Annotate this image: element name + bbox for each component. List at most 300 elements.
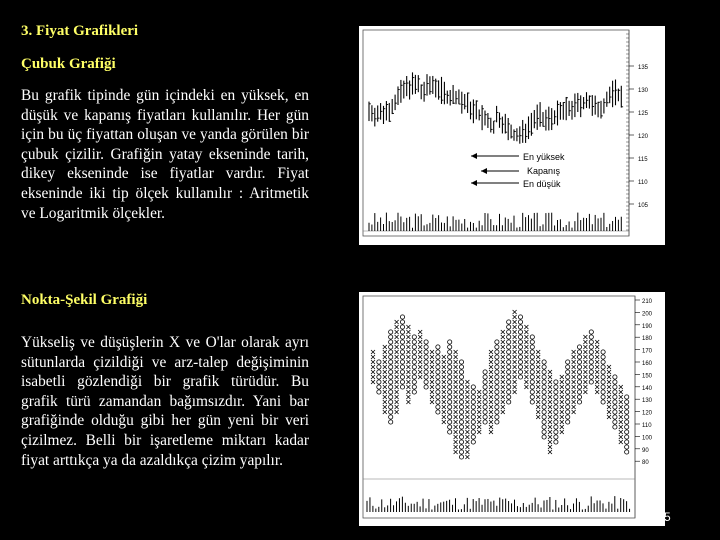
pf-o-mark xyxy=(400,340,404,344)
pf-x-mark xyxy=(489,385,493,389)
pf-x-mark xyxy=(395,375,399,379)
pf-o-mark xyxy=(601,390,605,394)
pf-x-mark xyxy=(395,390,399,394)
pf-x-mark xyxy=(501,360,505,364)
pf-o-mark xyxy=(459,440,463,444)
pf-x-mark xyxy=(383,345,387,349)
pf-x-mark xyxy=(572,375,576,379)
pf-o-mark xyxy=(554,385,558,389)
pf-x-mark xyxy=(442,375,446,379)
pf-x-mark xyxy=(548,375,552,379)
pf-o-mark xyxy=(424,355,428,359)
pf-o-mark xyxy=(566,410,570,414)
pf-o-mark xyxy=(483,415,487,419)
pf-price-tick-label: 120 xyxy=(642,410,653,417)
pf-o-mark xyxy=(459,360,463,364)
pf-o-mark xyxy=(625,400,629,404)
pf-x-mark xyxy=(395,320,399,324)
pf-o-mark xyxy=(424,345,428,349)
pf-o-mark xyxy=(483,410,487,414)
bar-chart-description: Bu grafik tipinde gün içindeki en yüksek, en düşük ve kapanış fiyatları kullanılır. Her gün için bu üç fiyattan oluşan ve yanda görülen bir çubuk çizilir. Grafiğin yatay ekseninde tarih, dikey ekseninde ise fiyatlar vardır. Fiyat ekseninde iki tip ölçek kullanılır : Aritmetik ve Logaritmik ölçekler. xyxy=(21,87,309,222)
pf-price-tick-label: 210 xyxy=(642,299,653,305)
pf-o-mark xyxy=(448,430,452,434)
pf-x-mark xyxy=(383,375,387,379)
pf-o-mark xyxy=(389,375,393,379)
pf-x-mark xyxy=(465,455,469,459)
pf-o-mark xyxy=(448,345,452,349)
pf-x-mark xyxy=(406,375,410,379)
pf-x-mark xyxy=(572,370,576,374)
pf-x-mark xyxy=(442,395,446,399)
pf-x-mark xyxy=(595,340,599,344)
pf-o-mark xyxy=(377,370,381,374)
pf-o-mark xyxy=(448,360,452,364)
pf-o-mark xyxy=(483,395,487,399)
pf-x-mark xyxy=(572,395,576,399)
pf-x-mark xyxy=(395,385,399,389)
pf-x-mark xyxy=(383,365,387,369)
pf-o-mark xyxy=(459,450,463,454)
pf-o-mark xyxy=(542,420,546,424)
pf-o-mark xyxy=(518,335,522,339)
pf-x-mark xyxy=(477,400,481,404)
pf-o-mark xyxy=(400,350,404,354)
pf-x-mark xyxy=(395,340,399,344)
pf-x-mark xyxy=(465,385,469,389)
pf-o-mark xyxy=(542,395,546,399)
pf-x-mark xyxy=(371,375,375,379)
pf-x-mark xyxy=(560,375,564,379)
pf-o-mark xyxy=(542,405,546,409)
pf-o-mark xyxy=(530,380,534,384)
pf-o-mark xyxy=(507,395,511,399)
pf-x-mark xyxy=(489,430,493,434)
bar-chart-svg xyxy=(359,26,665,245)
pf-o-mark xyxy=(459,390,463,394)
pf-x-mark xyxy=(465,390,469,394)
pf-x-mark xyxy=(583,385,587,389)
pf-o-mark xyxy=(518,320,522,324)
pf-x-mark xyxy=(536,370,540,374)
pf-o-mark xyxy=(542,390,546,394)
pf-o-mark xyxy=(577,375,581,379)
pf-x-mark xyxy=(501,340,505,344)
pf-x-mark xyxy=(489,420,493,424)
pf-o-mark xyxy=(495,350,499,354)
pf-o-mark xyxy=(613,390,617,394)
pf-x-mark xyxy=(395,350,399,354)
pf-o-mark xyxy=(613,375,617,379)
pf-x-mark xyxy=(595,370,599,374)
pf-x-mark xyxy=(383,355,387,359)
pf-x-mark xyxy=(607,390,611,394)
pf-o-mark xyxy=(483,385,487,389)
pf-o-mark xyxy=(483,390,487,394)
pf-o-mark xyxy=(400,370,404,374)
pf-price-tick-label: 180 xyxy=(642,336,653,343)
pf-x-mark xyxy=(477,410,481,414)
pf-x-mark xyxy=(406,385,410,389)
pf-o-mark xyxy=(507,400,511,404)
pf-o-mark xyxy=(530,385,534,389)
pf-x-mark xyxy=(465,410,469,414)
pf-x-mark xyxy=(619,415,623,419)
pf-x-mark xyxy=(536,410,540,414)
pf-o-mark xyxy=(577,365,581,369)
pf-o-mark xyxy=(448,380,452,384)
pf-price-tick-label: 100 xyxy=(642,435,653,442)
point-figure-chart-figure xyxy=(359,292,665,526)
pf-o-mark xyxy=(412,365,416,369)
pf-o-mark xyxy=(613,395,617,399)
pf-o-mark xyxy=(448,420,452,424)
pf-x-mark xyxy=(513,380,517,384)
pf-x-mark xyxy=(395,365,399,369)
pf-o-mark xyxy=(589,360,593,364)
pf-o-mark xyxy=(389,395,393,399)
pf-x-mark xyxy=(560,405,564,409)
pf-x-mark xyxy=(442,385,446,389)
pf-x-mark xyxy=(619,400,623,404)
pf-o-mark xyxy=(542,375,546,379)
pf-o-mark xyxy=(589,335,593,339)
pf-x-mark xyxy=(513,340,517,344)
pf-o-mark xyxy=(613,410,617,414)
pf-o-mark xyxy=(483,375,487,379)
pf-o-mark xyxy=(601,350,605,354)
pf-x-mark xyxy=(406,325,410,329)
pf-o-mark xyxy=(625,405,629,409)
pf-o-mark xyxy=(542,385,546,389)
pf-o-mark xyxy=(554,380,558,384)
pf-price-tick-label: 190 xyxy=(642,323,653,330)
pf-x-mark xyxy=(430,370,434,374)
pf-x-mark xyxy=(607,400,611,404)
pf-x-mark xyxy=(560,385,564,389)
pf-x-mark xyxy=(501,385,505,389)
pf-o-mark xyxy=(625,425,629,429)
pf-x-mark xyxy=(454,390,458,394)
pf-x-mark xyxy=(477,415,481,419)
pf-x-mark xyxy=(465,440,469,444)
pf-x-mark xyxy=(395,330,399,334)
pf-o-mark xyxy=(389,355,393,359)
pf-o-mark xyxy=(459,445,463,449)
pf-x-mark xyxy=(489,360,493,364)
pf-x-mark xyxy=(406,350,410,354)
pf-o-mark xyxy=(589,355,593,359)
pf-x-mark xyxy=(595,345,599,349)
pf-x-mark xyxy=(619,440,623,444)
pf-o-mark xyxy=(377,380,381,384)
pf-x-mark xyxy=(454,400,458,404)
pf-x-mark xyxy=(513,360,517,364)
pf-o-mark xyxy=(412,335,416,339)
pf-x-mark xyxy=(548,385,552,389)
pf-o-mark xyxy=(459,375,463,379)
pf-x-mark xyxy=(513,350,517,354)
pf-o-mark xyxy=(389,330,393,334)
pf-o-mark xyxy=(483,400,487,404)
pf-o-mark xyxy=(495,370,499,374)
pf-x-mark xyxy=(383,390,387,394)
pf-x-mark xyxy=(406,380,410,384)
pf-o-mark xyxy=(412,370,416,374)
pf-o-mark xyxy=(459,370,463,374)
pf-x-mark xyxy=(595,355,599,359)
point-figure-description: Yükseliş ve düşüşlerin X ve O'lar olarak ayrı sütunlarda çizildiği ve arz-talep değişiminin isabetli gözlendiği bir grafik türüdür. Bu grafik türü zamandan bağımsızdır. Yani bar grafiğinde olduğu gibi her gün yeni bir veri çizilmez. Belli bir işaretleme miktarı kadar fiyat arttıkça ya da azaldıkça çizim yapılır. xyxy=(21,334,309,469)
pf-o-mark xyxy=(400,325,404,329)
pf-x-mark xyxy=(430,380,434,384)
pf-o-mark xyxy=(448,355,452,359)
pf-x-mark xyxy=(501,405,505,409)
pf-x-mark xyxy=(513,310,517,314)
bar-price-tick-label: 115 xyxy=(638,157,648,163)
pf-x-mark xyxy=(489,380,493,384)
pf-o-mark xyxy=(412,390,416,394)
pf-x-mark xyxy=(572,360,576,364)
pf-x-mark xyxy=(371,365,375,369)
pf-o-mark xyxy=(400,360,404,364)
pf-o-mark xyxy=(400,320,404,324)
pf-x-mark xyxy=(418,335,422,339)
pf-x-mark xyxy=(536,385,540,389)
pf-o-mark xyxy=(613,385,617,389)
pf-o-mark xyxy=(530,335,534,339)
pf-x-mark xyxy=(583,360,587,364)
pf-x-mark xyxy=(619,385,623,389)
pf-x-mark xyxy=(513,335,517,339)
pf-x-mark xyxy=(395,400,399,404)
pf-o-mark xyxy=(566,365,570,369)
pf-o-mark xyxy=(577,385,581,389)
pf-x-mark xyxy=(501,370,505,374)
pf-x-mark xyxy=(477,425,481,429)
pf-o-mark xyxy=(400,365,404,369)
pf-x-mark xyxy=(383,385,387,389)
pf-o-mark xyxy=(495,390,499,394)
pf-o-mark xyxy=(412,375,416,379)
pf-x-mark xyxy=(513,375,517,379)
pf-x-mark xyxy=(583,375,587,379)
pf-price-tick-label: 160 xyxy=(642,361,653,367)
pf-o-mark xyxy=(459,405,463,409)
pf-x-mark xyxy=(524,350,528,354)
pf-o-mark xyxy=(554,400,558,404)
pf-x-mark xyxy=(583,350,587,354)
pf-o-mark xyxy=(436,410,440,414)
pf-x-mark xyxy=(442,380,446,384)
pf-o-mark xyxy=(400,345,404,349)
pf-o-mark xyxy=(495,385,499,389)
pf-o-mark xyxy=(589,345,593,349)
pf-o-mark xyxy=(424,380,428,384)
pf-x-mark xyxy=(430,400,434,404)
pf-o-mark xyxy=(424,340,428,344)
pf-x-mark xyxy=(465,425,469,429)
pf-x-mark xyxy=(501,410,505,414)
high-label: En yüksek xyxy=(523,152,565,162)
pf-x-mark xyxy=(454,420,458,424)
pf-price-tick-label: 170 xyxy=(642,348,653,355)
pf-x-mark xyxy=(524,365,528,369)
pf-x-mark xyxy=(489,425,493,429)
pf-x-mark xyxy=(383,410,387,414)
pf-o-mark xyxy=(589,380,593,384)
pf-x-mark xyxy=(619,420,623,424)
pf-o-mark xyxy=(377,375,381,379)
pf-o-mark xyxy=(448,375,452,379)
pf-o-mark xyxy=(471,385,475,389)
pf-o-mark xyxy=(459,395,463,399)
pf-x-mark xyxy=(572,350,576,354)
pf-o-mark xyxy=(448,405,452,409)
pf-o-mark xyxy=(601,355,605,359)
pf-x-mark xyxy=(595,385,599,389)
pf-o-mark xyxy=(530,375,534,379)
pf-o-mark xyxy=(601,360,605,364)
pf-x-mark xyxy=(501,400,505,404)
pf-o-mark xyxy=(377,360,381,364)
pf-x-mark xyxy=(489,365,493,369)
bar-price-tick-label: 130 xyxy=(638,88,649,94)
pf-x-mark xyxy=(501,395,505,399)
pf-x-mark xyxy=(454,355,458,359)
pf-x-mark xyxy=(454,350,458,354)
pf-o-mark xyxy=(436,360,440,364)
pf-o-mark xyxy=(389,345,393,349)
pf-o-mark xyxy=(518,350,522,354)
pf-o-mark xyxy=(459,365,463,369)
pf-o-mark xyxy=(554,415,558,419)
pf-o-mark xyxy=(577,390,581,394)
pf-o-mark xyxy=(601,375,605,379)
pf-o-mark xyxy=(436,400,440,404)
pf-o-mark xyxy=(471,410,475,414)
pf-o-mark xyxy=(495,380,499,384)
pf-x-mark xyxy=(572,365,576,369)
pf-o-mark xyxy=(471,395,475,399)
pf-x-mark xyxy=(548,380,552,384)
pf-x-mark xyxy=(442,370,446,374)
pf-x-mark xyxy=(583,380,587,384)
pf-o-mark xyxy=(613,425,617,429)
pf-x-mark xyxy=(548,425,552,429)
pf-x-mark xyxy=(619,405,623,409)
pf-o-mark xyxy=(507,360,511,364)
pf-o-mark xyxy=(448,385,452,389)
pf-x-mark xyxy=(442,415,446,419)
pf-o-mark xyxy=(566,395,570,399)
low-label: En düşük xyxy=(523,179,561,189)
pf-o-mark xyxy=(566,360,570,364)
pf-o-mark xyxy=(625,395,629,399)
pf-x-mark xyxy=(418,350,422,354)
pf-o-mark xyxy=(424,360,428,364)
pf-o-mark xyxy=(412,355,416,359)
pf-o-mark xyxy=(448,350,452,354)
pf-o-mark xyxy=(625,415,629,419)
pf-o-mark xyxy=(589,370,593,374)
pf-x-mark xyxy=(548,450,552,454)
pf-x-mark xyxy=(548,390,552,394)
pf-o-mark xyxy=(554,390,558,394)
pf-o-mark xyxy=(400,355,404,359)
pf-x-mark xyxy=(489,390,493,394)
pf-o-mark xyxy=(601,385,605,389)
pf-x-mark xyxy=(454,395,458,399)
pf-o-mark xyxy=(377,385,381,389)
point-figure-heading: Nokta-Şekil Grafiği xyxy=(21,292,148,308)
pf-x-mark xyxy=(536,360,540,364)
pf-o-mark xyxy=(424,385,428,389)
pf-o-mark xyxy=(436,385,440,389)
pf-x-mark xyxy=(489,350,493,354)
bar-price-tick-label: 120 xyxy=(638,134,649,140)
pf-x-mark xyxy=(430,355,434,359)
pf-o-mark xyxy=(625,410,629,414)
pf-o-mark xyxy=(389,385,393,389)
pf-x-mark xyxy=(560,380,564,384)
pf-x-mark xyxy=(560,420,564,424)
pf-x-mark xyxy=(536,400,540,404)
pf-x-mark xyxy=(619,390,623,394)
pf-o-mark xyxy=(530,395,534,399)
pf-o-mark xyxy=(459,420,463,424)
pf-o-mark xyxy=(507,320,511,324)
pf-x-mark xyxy=(572,380,576,384)
pf-x-mark xyxy=(560,425,564,429)
pf-o-mark xyxy=(389,335,393,339)
pf-o-mark xyxy=(424,370,428,374)
pf-o-mark xyxy=(530,365,534,369)
pf-x-mark xyxy=(465,400,469,404)
pf-x-mark xyxy=(418,375,422,379)
pf-x-mark xyxy=(501,380,505,384)
pf-x-mark xyxy=(454,375,458,379)
pf-x-mark xyxy=(454,435,458,439)
pf-o-mark xyxy=(601,365,605,369)
pf-o-mark xyxy=(495,360,499,364)
pf-x-mark xyxy=(383,350,387,354)
pf-x-mark xyxy=(395,380,399,384)
pf-x-mark xyxy=(548,430,552,434)
pf-x-mark xyxy=(513,320,517,324)
pf-o-mark xyxy=(389,380,393,384)
pf-o-mark xyxy=(448,365,452,369)
pf-o-mark xyxy=(625,450,629,454)
pf-o-mark xyxy=(389,410,393,414)
pf-x-mark xyxy=(513,390,517,394)
pf-o-mark xyxy=(542,425,546,429)
pf-x-mark xyxy=(583,345,587,349)
pf-o-mark xyxy=(625,445,629,449)
pf-o-mark xyxy=(530,345,534,349)
pf-x-mark xyxy=(406,345,410,349)
pf-price-tick-label: 200 xyxy=(642,311,653,318)
pf-x-mark xyxy=(395,325,399,329)
pf-o-mark xyxy=(518,360,522,364)
pf-x-mark xyxy=(619,435,623,439)
bar-chart-heading: Çubuk Grafiği xyxy=(21,56,116,72)
pf-x-mark xyxy=(536,380,540,384)
pf-o-mark xyxy=(448,390,452,394)
pf-x-mark xyxy=(442,405,446,409)
pf-o-mark xyxy=(436,345,440,349)
pf-o-mark xyxy=(518,375,522,379)
pf-o-mark xyxy=(471,420,475,424)
pf-x-mark xyxy=(607,380,611,384)
